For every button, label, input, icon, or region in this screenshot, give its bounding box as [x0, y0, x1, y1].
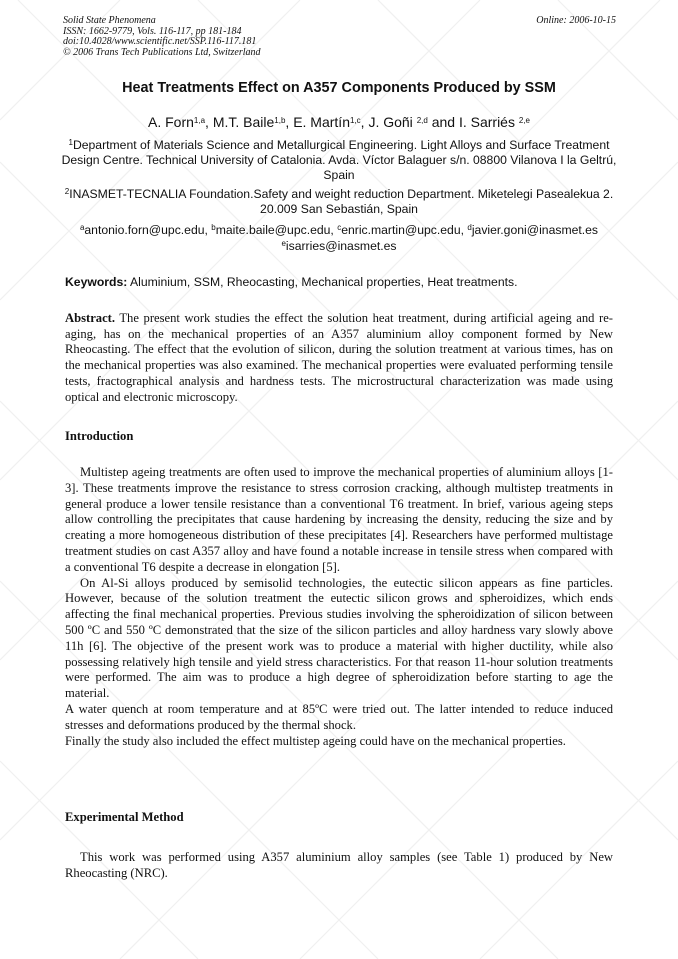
introduction-heading: Introduction	[65, 429, 134, 443]
email-mark: e	[281, 238, 286, 248]
keywords-text: Aluminium, SSM, Rheocasting, Mechanical properties, Heat treatments.	[127, 275, 518, 289]
author: M.T. Baile	[212, 114, 275, 130]
email-address[interactable]: maite.baile@upc.edu,	[215, 223, 338, 237]
affiliation-2	[58, 187, 620, 217]
abstract	[65, 311, 613, 405]
introduction-body	[65, 465, 613, 749]
email-address[interactable]: isarries@inasmet.es	[285, 238, 397, 253]
email-address[interactable]: enric.martin@upc.edu,	[341, 223, 468, 237]
author: I. Sarriés	[458, 114, 519, 130]
affiliation-number: 2	[64, 187, 70, 196]
author-emails	[58, 223, 620, 254]
paragraph: Multistep ageing treatments are often used to improve the mechanical properties of aluminium alloys [1-3]. These treatments improve the resistance to stress corrosion cracking, although multistep treatments in general produce a lower tensile resistance than a conventional T6 treatment. In brief, various ageing steps allow controlling the precipitates that cause hardening by increasing the density, reducing the size and by creating a more homogeneous distribution of these precipitates [4]. Researchers have performed multistage treatment studies on cast A357 alloy and have found a notable increase in tensile stress when compared with a conventional T6 despite a decrease in elongation [5].	[65, 465, 613, 574]
paragraph: This work was performed using A357 aluminium alloy samples (see Table 1) produced by New Rheocasting (NRC).	[65, 850, 613, 880]
journal-name: Solid State Phenomena	[63, 15, 156, 26]
keywords	[65, 275, 615, 289]
affiliation-text: Department of Materials Science and Metallurgical Engineering. Light Alloys and Surface Treatment Design Centre. Technical University of Catalonia. Avda. Víctor Balaguer s/n. 08800 Vilanova I la Geltrú, Spain	[61, 138, 617, 182]
author-affiliation-mark: 2,e	[518, 116, 530, 125]
email-mark: d	[467, 223, 472, 232]
abstract-text: The present work studies the effect the solution heat treatment, during artificial ageing and re-aging, has on the mechanical properties of an A357 aluminium alloy component formed by New Rheocasting. The effect that the evolution of silicon, during the solution treatment at various times, has on the mechanical properties was also examined. The mechanical properties were evaluated performing tensile tests, fractographical analysis and hardness tests. The microstructural characterization was made using optical and electronic microscopy.	[65, 311, 613, 404]
email-mark: b	[211, 223, 216, 232]
doi-line: doi:10.4028/www.scientific.net/SSP.116-117.181	[63, 36, 257, 47]
copyright-line: © 2006 Trans Tech Publications Ltd, Switzerland	[63, 46, 261, 58]
paragraph: On Al-Si alloys produced by semisolid technologies, the eutectic silicon appears as fine particles. However, because of the solution treatment the eutectic silicon grows and spheroidizes, which ends affecting the final mechanical properties. Previous studies involving the spheroidization of silicon between 500 ºC and 550 ºC demonstrated that the size of the silicon particles and alloy hardness vary slowly above 11h [6]. The objective of the present work was to produce a material with higher ductility, while also possessing relatively high tensile and yield stress characteristics. For that reason 11-hour solution treatments were performed. The aim was to produce a high degree of spheroidization before starting to age the material.	[65, 575, 613, 701]
author: J. Goñi	[368, 114, 417, 130]
affiliation-number: 1	[68, 138, 73, 147]
email-mark: c	[337, 223, 342, 232]
email-address[interactable]: antonio.forn@upc.edu,	[84, 223, 212, 237]
author: E. Martín	[293, 114, 350, 130]
author-affiliation-mark: 1,c	[349, 116, 361, 125]
author-separator: ,	[285, 114, 294, 130]
paragraph: Finally the study also included the effect multistep ageing could have on the mechanical properties.	[65, 733, 566, 748]
author: A. Forn	[148, 114, 194, 130]
email-mark: a	[79, 223, 85, 232]
online-date: Online: 2006-10-15	[536, 15, 616, 26]
issn-line: ISSN: 1662-9779, Vols. 116-117, pp 181-184	[63, 25, 242, 37]
author-separator: ,	[205, 114, 213, 130]
experimental-heading: Experimental Method	[65, 810, 184, 824]
affiliation-text: INASMET-TECNALIA Foundation.Safety and weight reduction Department. Miketelegi Pasealekua 2. 20.009 San Sebastián, Spain	[69, 187, 614, 216]
author-affiliation-mark: 1,b	[274, 116, 286, 125]
journal-header	[63, 16, 261, 58]
author-list	[0, 114, 678, 130]
abstract-label: Abstract.	[65, 311, 116, 325]
paragraph: A water quench at room temperature and at 85ºC were tried out. The latter intended to reduce induced stresses and deformations produced by the thermal shock.	[65, 701, 613, 732]
author-separator: and	[427, 114, 459, 130]
paper-title: Heat Treatments Effect on A357 Components Produced by SSM	[122, 80, 556, 96]
author-affiliation-mark: 2,d	[416, 116, 428, 125]
keywords-label: Keywords:	[65, 275, 128, 289]
email-address[interactable]: javier.goni@inasmet.es	[471, 223, 599, 237]
experimental-body	[65, 849, 613, 881]
affiliation-1	[58, 138, 620, 183]
author-affiliation-mark: 1,a	[193, 116, 206, 125]
author-separator: ,	[360, 114, 369, 130]
